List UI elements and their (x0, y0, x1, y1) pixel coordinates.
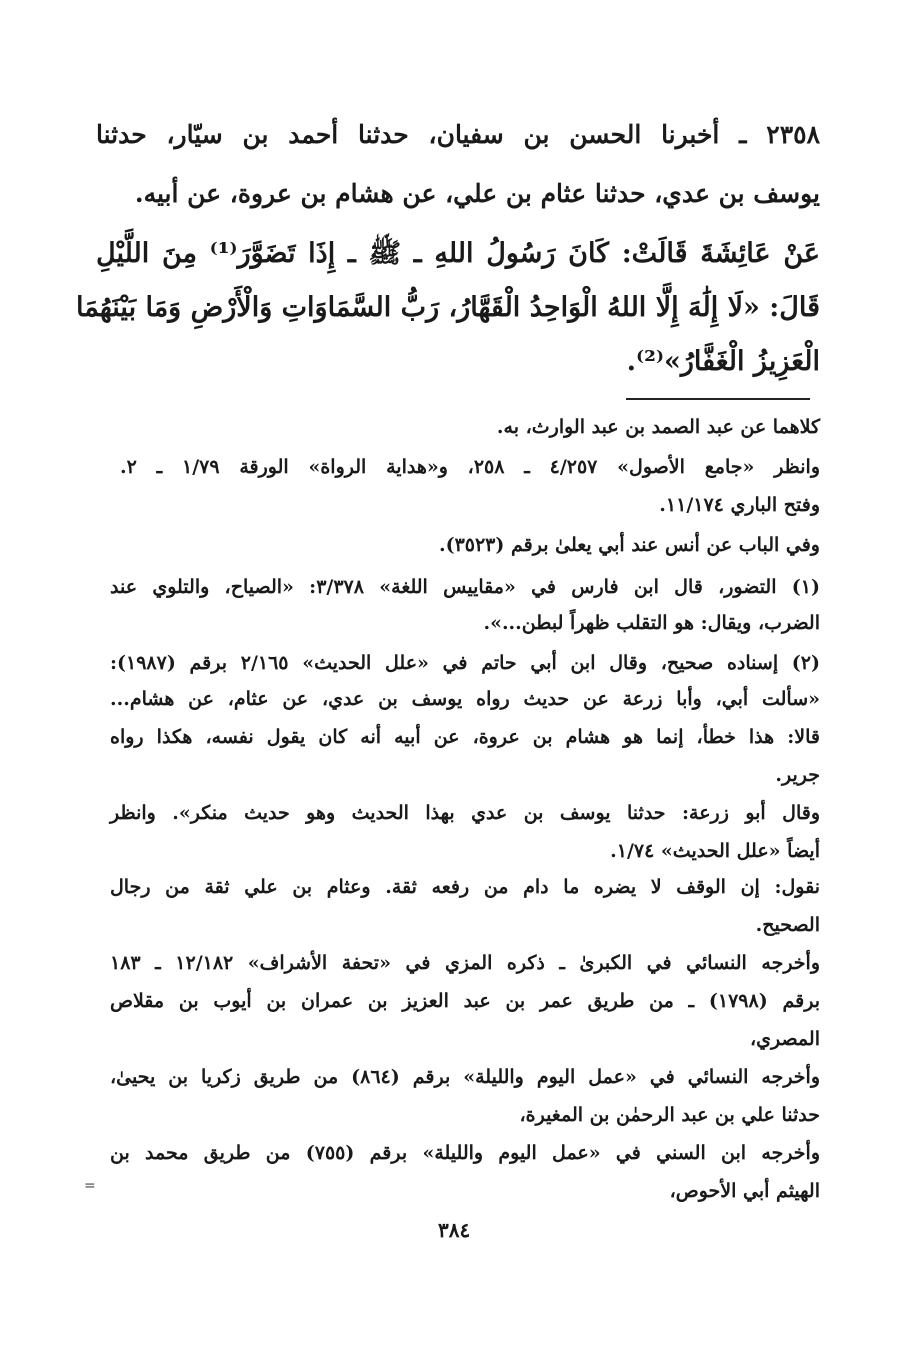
page-number: ٣٨٤ (438, 1218, 471, 1242)
footnote-2: (٢) إسناده صحيح، وقال ابن أبي حاتم في «علل الحديث» ٢/١٦٥ برقم (١٩٨٧): (110, 652, 821, 674)
hadith-line-1: عَنْ عَائِشَةَ قَالَتْ: كَانَ رَسُولُ اللهِ ـ ﷺ ـ إِذَا تَضَوَّرَ⁽¹⁾ مِنَ اللَّيْلِ (96, 238, 820, 269)
margin-mark: = (84, 1178, 96, 1194)
footnote-line: وفي الباب عن أنس عند أبي يعلىٰ برقم (٣٥٢٣). (438, 534, 820, 556)
footnote-1: (١) التضور، قال ابن فارس في «مقاييس اللغة» ٣/٣٧٨: «الصياح، والتلوي عند (110, 576, 820, 598)
hadith-line-3: الْعَزِيزُ الْغَفَّارُ»⁽²⁾. (626, 346, 820, 377)
footnote-line: أيضاً «علل الحديث» ١/٧٤. (610, 840, 820, 862)
footnote-line: وفتح الباري ١١/١٧٤. (659, 494, 820, 516)
footnote-line: قالا: هذا خطأ، إنما هو هشام بن عروة، عن أبيه أنه كان يقول نفسه، هكذا رواه (110, 726, 820, 748)
footnote-line: برقم (١٧٩٨) ـ من طريق عمر بن عبد العزيز بن عمران بن أيوب بن مقلاص (110, 990, 820, 1012)
footnote-line: حدثنا علي بن عبد الرحمٰن بن المغيرة، (519, 1104, 820, 1126)
main-text-line-1: ٢٣٥٨ ـ أخبرنا الحسن بن سفيان، حدثنا أحمد بن سيّار، حدثنا (96, 120, 820, 149)
footnote-separator (626, 398, 810, 400)
hadith-line-2: قَالَ: «لَا إِلَٰهَ إِلَّا اللهُ الْوَاحِدُ الْقَهَّارُ، رَبُّ السَّمَاوَاتِ وَالْأَرْضِ وَمَا بَيْنَهُمَا (76, 292, 820, 323)
footnote-line: وأخرجه ابن السني في «عمل اليوم والليلة» برقم (٧٥٥) من طريق محمد بن (110, 1142, 820, 1164)
footnote-line: وانظر «جامع الأصول» ٤/٢٥٧ ـ ٢٥٨، و«هداية الرواة» الورقة ١/٧٩ ـ ٢. (120, 456, 821, 478)
footnote-line: كلاهما عن عبد الصمد بن عبد الوارث، به. (496, 416, 820, 438)
footnote-line: المصري، (749, 1028, 820, 1050)
footnote-line: نقول: إن الوقف لا يضره ما دام من رفعه ثقة. وعثام بن علي ثقة من رجال (110, 876, 820, 898)
footnote-line: وأخرجه النسائي في «عمل اليوم والليلة» برقم (٨٦٤) من طريق زكريا بن يحيىٰ، (110, 1066, 821, 1088)
footnote-line: الصحيح. (755, 914, 820, 936)
footnote-line: وقال أبو زرعة: حدثنا يوسف بن عدي بهذا الحديث وهو حديث منكر». وانظر (110, 802, 820, 824)
footnote-line: الهيثم أبي الأحوص، (669, 1180, 820, 1202)
footnote-line: الضرب، ويقال: هو التقلب ظهراً لبطن...». (483, 612, 820, 634)
main-text-line-2: يوسف بن عدي، حدثنا عثام بن علي، عن هشام بن عروة، عن أبيه. (134, 179, 820, 208)
footnote-line: جرير. (775, 764, 820, 786)
footnote-line: وأخرجه النسائي في الكبرىٰ ـ ذكره المزي في «تحفة الأشراف» ١٢/١٨٢ ـ ١٨٣ (110, 952, 820, 974)
footnote-line: «سألت أبي، وأبا زرعة عن حديث رواه يوسف بن عدي، عن عثام، عن هشام... (110, 688, 820, 710)
